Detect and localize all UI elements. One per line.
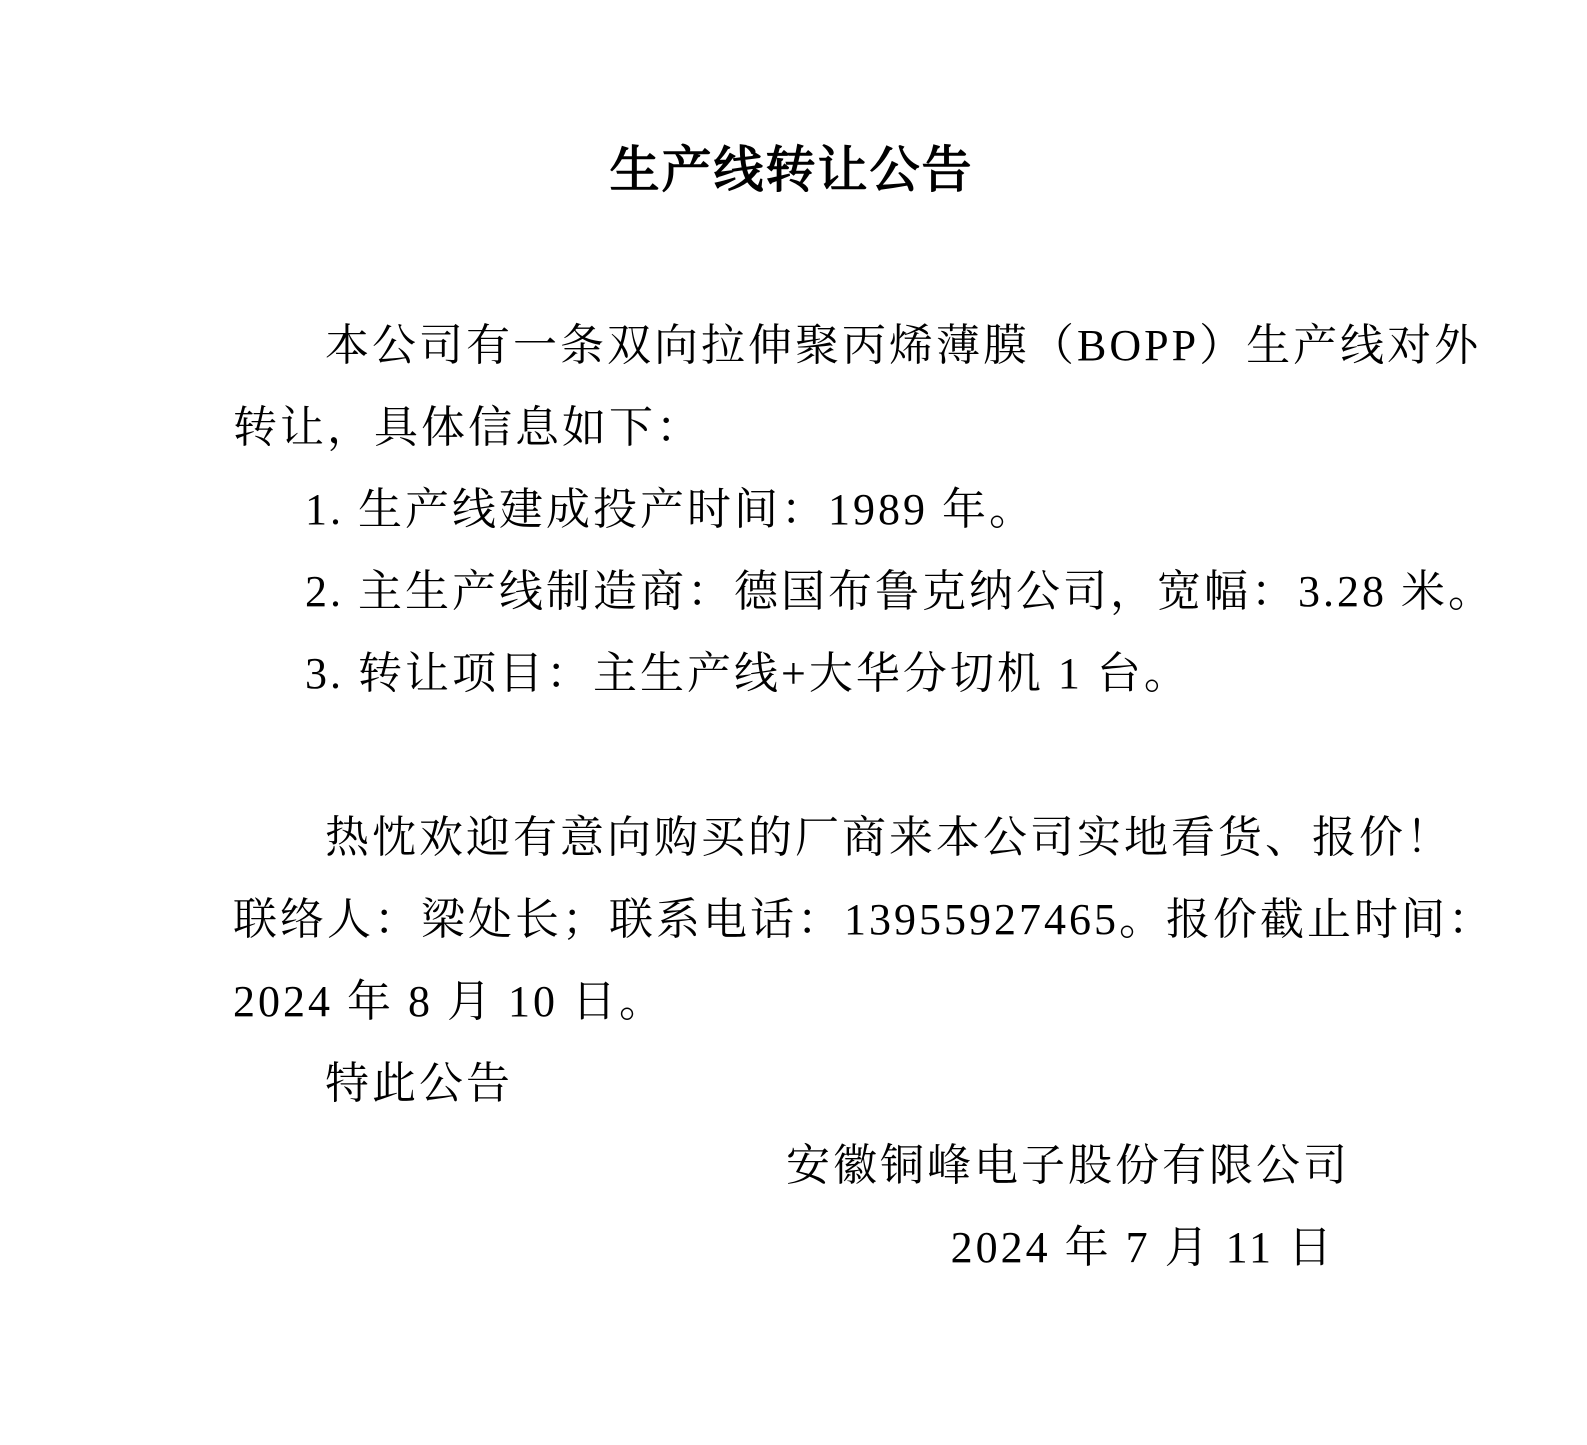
signature-date: 2024 年 7 月 11 日 <box>950 1223 1335 1272</box>
paragraph2-line1: 热忱欢迎有意向购买的厂商来本公司实地看货、报价！ <box>325 813 1453 862</box>
paragraph2-line3: 2024 年 8 月 10 日。 <box>233 977 666 1026</box>
paragraph1-line1: 本公司有一条双向拉伸聚丙烯薄膜（BOPP）生产线对外 <box>325 321 1482 370</box>
list-item-1: 1. 生产线建成投产时间：1989 年。 <box>305 485 1036 534</box>
blank-line <box>233 715 1350 797</box>
paragraph2-line2: 联络人：梁处长；联系电话：13955927465。报价截止时间： <box>233 895 1495 944</box>
signature-company: 安徽铜峰电子股份有限公司 <box>786 1141 1350 1190</box>
closing-line: 特此公告 <box>325 1059 513 1108</box>
list-item-3: 3. 转让项目：主生产线+大华分切机 1 台。 <box>305 649 1191 698</box>
paragraph1-line2: 转让，具体信息如下： <box>233 403 703 452</box>
document-body <box>233 305 1495 1289</box>
document-title: 生产线转让公告 <box>609 142 974 198</box>
list-item-2: 2. 主生产线制造商：德国布鲁克纳公司，宽幅：3.28 米。 <box>305 567 1495 616</box>
